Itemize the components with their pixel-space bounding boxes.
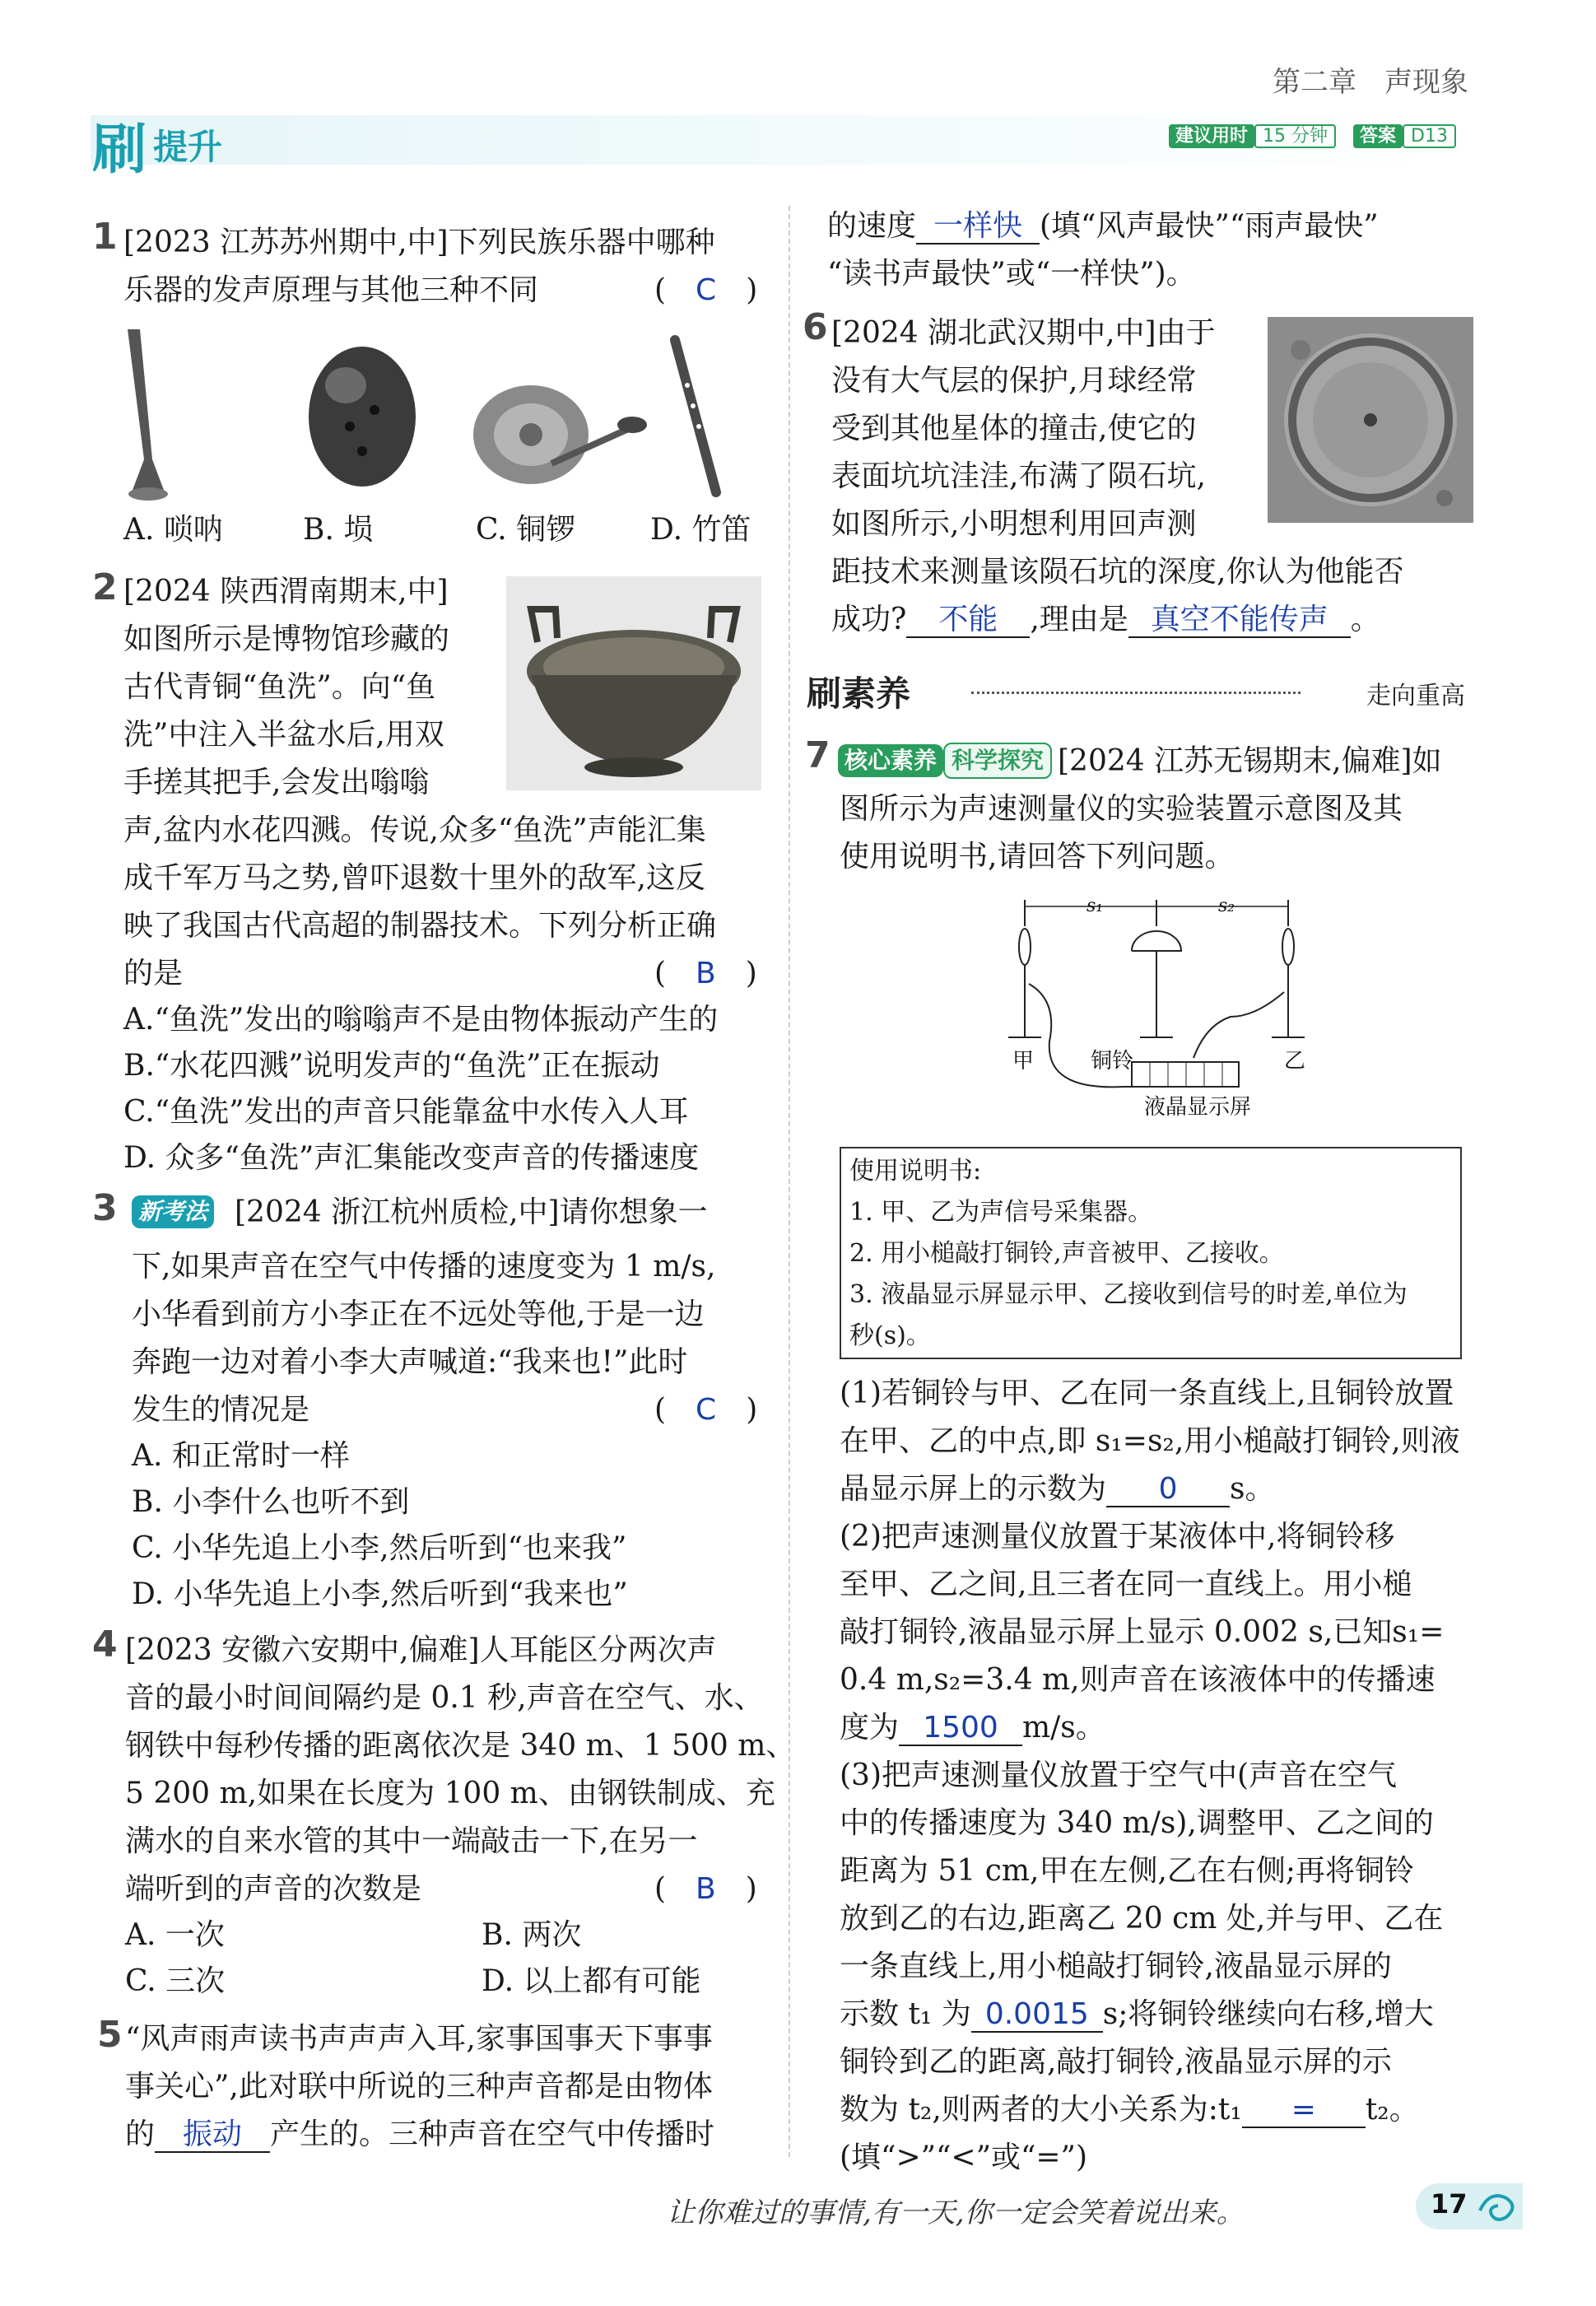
xun-image bbox=[309, 347, 416, 487]
q6-blank-1: 不能 bbox=[906, 603, 1030, 638]
question-number: 7 bbox=[805, 734, 831, 776]
q7-p3-line bbox=[840, 1991, 1434, 2038]
q7-text: m/s。 bbox=[1022, 1711, 1105, 1745]
q4-option: B. 两次 bbox=[482, 1918, 582, 1952]
q3-answer: C bbox=[696, 1393, 717, 1427]
q7-p2-line: 至甲、乙之间,且三者在同一直线上。用小槌 bbox=[840, 1568, 1412, 1601]
q6-line: 表面坑坑洼洼,布满了陨石坑, bbox=[831, 459, 1206, 493]
q6-blank-2: 真空不能传声 bbox=[1128, 603, 1351, 638]
manual-line: 3. 液晶显示屏显示甲、乙接收到信号的时差,单位为 bbox=[849, 1280, 1408, 1309]
q3-line: [2024 浙江杭州质检,中]请你想象一 bbox=[235, 1195, 708, 1229]
core-literacy-badge: 核心素养 bbox=[838, 744, 943, 777]
section-brand: 刷 bbox=[92, 118, 147, 181]
q1-line: 乐器的发声原理与其他三种不同 bbox=[123, 273, 539, 307]
section-title: 提升 bbox=[153, 127, 223, 167]
q7-p3-line: 中的传播速度为 340 m/s),调整甲、乙之间的 bbox=[840, 1806, 1434, 1840]
label-yi: 乙 bbox=[1284, 1049, 1306, 1074]
q2-line: 声,盆内水花四溅。传说,众多“鱼洗”声能汇集 bbox=[123, 813, 706, 847]
page-number: 17 bbox=[1431, 2188, 1468, 2220]
q4-option: A. 一次 bbox=[125, 1918, 225, 1952]
q7-p1-line: 在甲、乙的中点,即 s₁=s₂,用小槌敲打铜铃,则液 bbox=[840, 1424, 1460, 1458]
question-number: 3 bbox=[92, 1187, 118, 1229]
q3-option: A. 和正常时一样 bbox=[132, 1439, 350, 1473]
q7-blank-1: 0 bbox=[1106, 1473, 1230, 1507]
manual-box bbox=[840, 1147, 1462, 1359]
q5-text: 产生的。三种声音在空气中传播时 bbox=[270, 2117, 715, 2151]
s2-label: s₂ bbox=[1218, 896, 1235, 916]
q6-line: 如图所示,小明想利用回声测 bbox=[831, 507, 1197, 541]
q5-text: 的速度 bbox=[827, 209, 917, 243]
q7-p3-line: (填“>”“<”或“=”) bbox=[840, 2141, 1088, 2174]
section-right-label: 走向重高 bbox=[1366, 682, 1465, 710]
q7-p3-line: (3)把声速测量仪放置于空气中(声音在空气 bbox=[840, 1759, 1398, 1792]
s1-label: s₁ bbox=[1086, 896, 1104, 916]
q7-blank-3: 0.0015 bbox=[971, 1998, 1103, 2033]
q7-p3-line: 距离为 51 cm,甲在左侧,乙在右侧;再将铜铃 bbox=[840, 1854, 1415, 1888]
answer-code: D13 bbox=[1403, 124, 1456, 148]
q2-line: 成千军万马之势,曾吓退数十里外的敌军,这反 bbox=[123, 861, 705, 895]
section-dotted-line bbox=[971, 692, 1301, 694]
answer-bracket: ( B ) bbox=[654, 1872, 757, 1906]
chapter-title: 第二章 声现象 bbox=[1273, 66, 1468, 99]
q7-line: 使用说明书,请回答下列问题。 bbox=[840, 840, 1235, 873]
answer-bracket: ( C ) bbox=[654, 1393, 758, 1427]
q7-p2-line: 敲打铜铃,液晶显示屏上显示 0.002 s,已知s₁= bbox=[840, 1615, 1445, 1649]
q5-blank-1: 振动 bbox=[155, 2118, 270, 2153]
q6-text: 。 bbox=[1350, 603, 1380, 636]
new-method-badge bbox=[132, 1195, 214, 1228]
manual-line: 1. 甲、乙为声信号采集器。 bbox=[849, 1198, 1153, 1227]
question-number: 4 bbox=[92, 1624, 118, 1665]
q3-line: 发生的情况是 bbox=[132, 1393, 310, 1427]
q5-line: 事关心”,此对联中所说的三种声音都是由物体 bbox=[125, 2070, 713, 2103]
q7-text: 数为 t₂,则两者的大小关系为:t₁ bbox=[840, 2093, 1242, 2127]
q1-answer: C bbox=[696, 273, 717, 307]
time-label: 建议用时 bbox=[1169, 124, 1254, 148]
q7-line: [2024 江苏无锡期末,偏难]如 bbox=[1058, 744, 1442, 778]
q7-text: 度为 bbox=[840, 1711, 900, 1745]
time-hint bbox=[1169, 123, 1456, 150]
q6-line: 没有大气层的保护,月球经常 bbox=[831, 364, 1197, 398]
q4-option: C. 三次 bbox=[125, 1964, 226, 1998]
q7-text: s;将铜铃继续向右移,增大 bbox=[1102, 1997, 1434, 2031]
q2-option: D. 众多“鱼洗”声汇集能改变声音的传播速度 bbox=[123, 1141, 700, 1175]
question-number: 6 bbox=[803, 306, 828, 348]
new-method-label: 新考法 bbox=[132, 1195, 214, 1228]
q7-p3-line bbox=[840, 2086, 1419, 2134]
q6-line bbox=[831, 596, 1380, 644]
q1-option: C. 铜锣 bbox=[476, 513, 576, 547]
suona-image bbox=[128, 329, 168, 501]
science-inquiry-badge: 科学探究 bbox=[943, 743, 1052, 779]
q5-text: (填“风声最快”“雨声最快” bbox=[1040, 209, 1379, 243]
q7-line: 图所示为声速测量仪的实验装置示意图及其 bbox=[840, 792, 1403, 826]
q1-option: B. 埙 bbox=[303, 513, 374, 547]
q2-line: 映了我国古代高超的制器技术。下列分析正确 bbox=[123, 909, 717, 943]
q2-line: 的是 bbox=[123, 957, 184, 990]
q7-badges bbox=[838, 743, 1052, 779]
q2-line: 手搓其把手,会发出嗡嗡 bbox=[123, 766, 430, 799]
q1-option: D. 竹笛 bbox=[650, 513, 751, 547]
time-value: 15 分钟 bbox=[1254, 124, 1336, 148]
q4-line: 端听到的声音的次数是 bbox=[125, 1872, 422, 1906]
bamboo-flute-image bbox=[675, 340, 716, 492]
q5-line bbox=[125, 2111, 714, 2159]
answer-bracket: ( C ) bbox=[654, 273, 758, 307]
q7-text: s。 bbox=[1230, 1472, 1275, 1506]
q6-text: ,理由是 bbox=[1030, 603, 1128, 636]
answer-label: 答案 bbox=[1353, 124, 1403, 148]
q4-answer: B bbox=[696, 1872, 716, 1906]
q3-option: C. 小华先追上小李,然后听到“也来我” bbox=[132, 1531, 627, 1565]
q3-line: 奔跑一边对着小李大声喊道:“我来也!”此时 bbox=[132, 1345, 688, 1379]
footer-motto: 让你难过的事情,有一天,你一定会笑着说出来。 bbox=[667, 2197, 1245, 2229]
q7-text: 晶显示屏上的示数为 bbox=[840, 1472, 1107, 1506]
manual-line: 2. 用小槌敲打铜铃,声音被甲、乙接收。 bbox=[849, 1239, 1284, 1268]
q7-text: t₂。 bbox=[1365, 2093, 1419, 2127]
q4-line: 钢铁中每秒传播的距离依次是 340 m、1 500 m、 bbox=[125, 1729, 796, 1763]
q7-p2-line: (2)把声速测量仪放置于某液体中,将铜铃移 bbox=[840, 1520, 1395, 1554]
label-screen: 液晶显示屏 bbox=[1144, 1095, 1252, 1120]
column-divider bbox=[789, 206, 790, 2157]
question-number: 5 bbox=[97, 2014, 123, 2056]
q2-line: 古代青铜“鱼洗”。向“鱼 bbox=[123, 670, 436, 704]
swirl-icon bbox=[1473, 2186, 1523, 2227]
q7-p2-line: 0.4 m,s₂=3.4 m,则声音在该液体中的传播速 bbox=[840, 1663, 1435, 1697]
q4-line: 满水的自来水管的其中一端敲击一下,在另一 bbox=[125, 1824, 698, 1858]
q4-line: 音的最小时间间隔约是 0.1 秒,声音在空气、水、 bbox=[125, 1681, 764, 1715]
q3-option: B. 小李什么也听不到 bbox=[132, 1485, 410, 1519]
q1-line: [2023 江苏苏州期中,中]下列民族乐器中哪种 bbox=[123, 226, 715, 259]
q1-option: A. 唢呐 bbox=[123, 513, 223, 547]
q5-text: 的 bbox=[125, 2117, 156, 2151]
label-bell: 铜铃 bbox=[1091, 1049, 1134, 1074]
q5-line: “风声雨声读书声声声入耳,家事国事天下事事 bbox=[125, 2022, 713, 2056]
q6-line: 受到其他星体的撞击,使它的 bbox=[831, 412, 1197, 445]
q6-text: 成功? bbox=[831, 603, 907, 636]
q6-line: 距技术来测量该陨石坑的深度,你认为他能否 bbox=[831, 555, 1404, 589]
gong-image bbox=[473, 385, 647, 484]
q5-blank-2: 一样快 bbox=[916, 210, 1040, 245]
section-brand-literacy: 刷素养 bbox=[807, 673, 911, 714]
q2-option: A.“鱼洗”发出的嗡嗡声不是由物体振动产生的 bbox=[123, 1003, 719, 1037]
q2-line: [2024 陕西渭南期末,中] bbox=[123, 575, 449, 608]
q7-text: 示数 t₁ 为 bbox=[840, 1997, 971, 2031]
q7-blank-2: 1500 bbox=[899, 1712, 1022, 1746]
q6-line: [2024 湖北武汉期中,中]由于 bbox=[831, 316, 1216, 350]
q3-option: D. 小华先追上小李,然后听到“我来也” bbox=[132, 1577, 628, 1611]
section-header bbox=[807, 667, 1465, 713]
answer-bracket: ( B ) bbox=[654, 957, 757, 990]
crater-image bbox=[1268, 317, 1473, 523]
q7-p1-line bbox=[840, 1465, 1275, 1513]
q7-p3-line: 铜铃到乙的距离,敲打铜铃,液晶显示屏的示 bbox=[840, 2045, 1392, 2079]
q7-p3-line: 放到乙的右边,距离乙 20 cm 处,并与甲、乙在 bbox=[840, 1902, 1444, 1936]
sound-speed-diagram bbox=[1008, 893, 1354, 1124]
manual-line: 秒(s)。 bbox=[849, 1321, 931, 1350]
q7-p1-line: (1)若铜铃与甲、乙在同一条直线上,且铜铃放置 bbox=[840, 1377, 1454, 1410]
manual-line: 使用说明书: bbox=[849, 1157, 982, 1186]
question-number: 1 bbox=[92, 216, 118, 258]
q2-line: 如图所示是博物馆珍藏的 bbox=[123, 622, 450, 656]
label-jia: 甲 bbox=[1012, 1049, 1035, 1074]
q7-p3-line: 一条直线上,用小槌敲打铜铃,液晶显示屏的 bbox=[840, 1950, 1392, 1983]
fish-basin-image bbox=[506, 576, 761, 790]
q4-option: D. 以上都有可能 bbox=[482, 1964, 701, 1998]
q5-line bbox=[827, 203, 1379, 250]
q4-line: 5 200 m,如果在长度为 100 m、由钢铁制成、充 bbox=[125, 1777, 775, 1810]
q5-line: “读书声最快”或“一样快”)。 bbox=[827, 257, 1196, 291]
q7-p2-line bbox=[840, 1704, 1105, 1752]
q7-blank-4: = bbox=[1242, 2094, 1366, 2128]
q3-line: 小华看到前方小李正在不远处等他,于是一边 bbox=[132, 1297, 705, 1331]
question-number: 2 bbox=[92, 566, 118, 608]
q2-option: C.“鱼洗”发出的声音只能靠盆中水传入人耳 bbox=[123, 1095, 689, 1129]
q2-answer: B bbox=[696, 957, 716, 990]
q3-line: 下,如果声音在空气中传播的速度变为 1 m/s, bbox=[132, 1250, 716, 1283]
q2-line: 洗”中注入半盆水后,用双 bbox=[123, 718, 444, 752]
instrument-images bbox=[107, 319, 765, 509]
q4-line: [2023 安徽六安期中,偏难]人耳能区分两次声 bbox=[125, 1633, 717, 1667]
q2-option: B.“水花四溅”说明发声的“鱼洗”正在振动 bbox=[123, 1049, 660, 1083]
